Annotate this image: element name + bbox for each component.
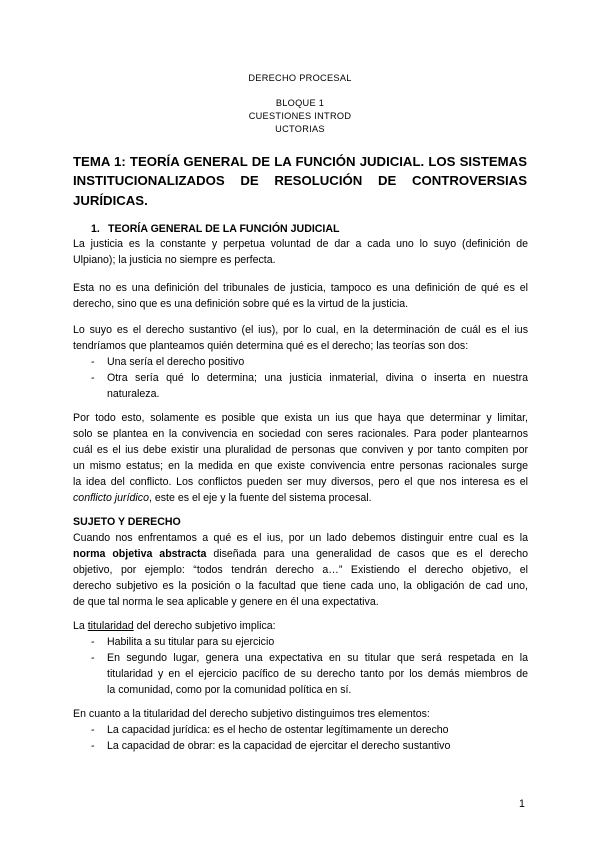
- bold-term: norma objetiva abstracta: [73, 548, 207, 560]
- paragraph-titularidad: [73, 618, 528, 698]
- text-line: La capacidad de obrar: es la capacidad de ejercitar el derecho sustantivo: [107, 740, 451, 752]
- text-line: [73, 546, 528, 562]
- text-line: cuál es el ius debe existir una pluralidad de personas que conviven y por tanto compiten por: [73, 444, 528, 456]
- list-item: [73, 650, 528, 698]
- list-item: [73, 370, 528, 402]
- text-fragment: , este es el eje y la fuente del sistema procesal.: [148, 492, 372, 504]
- paragraph-elementos: [73, 706, 528, 754]
- text-line: En cuanto a la titularidad del derecho subjetivo distinguimos tres elementos:: [73, 708, 430, 720]
- section-heading: [91, 223, 340, 235]
- text-line: La justicia es la constante y perpetua voluntad de dar a cada uno lo suyo (definición de: [73, 238, 528, 250]
- text-line: Por todo esto, solamente es posible que exista un ius que haya que determinar y limitar,: [73, 412, 528, 424]
- text-line: Ulpiano); la justicia no siempre es perfecta.: [73, 254, 276, 266]
- text-line: [73, 618, 528, 634]
- subsection-heading: SUJETO Y DERECHO: [73, 516, 181, 528]
- list-item: [73, 722, 528, 738]
- topic-title-line1: CUESTIONES INTROD: [248, 111, 352, 121]
- text-line: tendríamos que planteamos quién determina qué es el derecho; las teorías son dos:: [73, 340, 469, 352]
- dash-bullet: -: [91, 740, 95, 752]
- section-title: TEORÍA GENERAL DE LA FUNCIÓN JUDICIAL: [108, 223, 340, 235]
- text-line: solo se plantea en la convivencia en sociedad con seres racionales. Para poder plantearnos: [73, 428, 528, 440]
- list-item: [73, 634, 528, 650]
- section-sujeto-derecho: [73, 514, 528, 610]
- text-line: la comunidad, como por la comunidad política en sí.: [107, 684, 352, 696]
- text-line: titularidad y en el ejercicio pacífico de su derecho tanto por los demás miembros de: [107, 668, 528, 680]
- paragraph-lo-suyo: [73, 322, 528, 402]
- elementos-list: [73, 722, 528, 754]
- paragraph-conflicto: [73, 410, 528, 506]
- course-title: DERECHO PROCESAL: [248, 73, 352, 83]
- text-line: la idea del conflicto. Los conflictos pueden ser muy diversos, pero el que nos interesa es el: [73, 476, 528, 488]
- underlined-term: titularidad: [87, 620, 134, 632]
- text-line: Cuando nos enfrentamos a qué es el ius, por un lado debemos distinguir entre cual es la: [73, 532, 528, 544]
- text-line: Esta no es una definición del tribunales de justicia, tampoco es una definición de qué es el: [73, 282, 528, 294]
- text-fragment: diseñada para una generalidad de casos que es el derecho: [206, 548, 529, 560]
- text-line: Lo suyo es el derecho sustantivo (el ius), por lo cual, en la determinación de cuál es el ius: [73, 324, 528, 336]
- text-line: Una sería el derecho positivo: [107, 356, 245, 368]
- text-line: Otra sería qué lo determina; una justicia inmaterial, divina o inserta en nuestra: [107, 372, 528, 384]
- list-item: [73, 738, 528, 754]
- dash-bullet: -: [91, 724, 95, 736]
- paragraph-justicia: [73, 236, 528, 268]
- text-line: La capacidad jurídica: es el hecho de ostentar legítimamente un derecho: [107, 724, 449, 736]
- text-line: un mismo estatus; en la medida en que existe convivencia entre personas racionales surge: [73, 460, 528, 472]
- text-line: objetivo, por ejemplo: “todos tendrán derecho a…” Existiendo el derecho objetivo, el: [73, 564, 528, 576]
- text-line: derecho subjetivo es la posición o la facultad que tiene cada uno, la obligación de cad uno,: [73, 580, 528, 592]
- topic-title-line2: UCTORIAS: [275, 124, 325, 134]
- text-line: [73, 490, 528, 506]
- dash-bullet: -: [91, 636, 95, 648]
- titularidad-list: [73, 634, 528, 698]
- text-fragment: La: [73, 620, 88, 632]
- text-line: de que tal norma le sea aplicable y genere en él una expectativa.: [73, 596, 379, 608]
- text-fragment: del derecho subjetivo implica:: [133, 620, 276, 632]
- section-number: 1.: [91, 223, 100, 235]
- dash-bullet: -: [91, 372, 95, 384]
- teorias-list: [73, 354, 528, 402]
- text-line: En segundo lugar, genera una expectativa en su titular que será respetada en la: [107, 652, 528, 664]
- italic-term: conflicto jurídico: [73, 492, 149, 504]
- dash-bullet: -: [91, 356, 95, 368]
- page-number: 1: [519, 798, 525, 810]
- tema-heading-line: TEMA 1: TEORÍA GENERAL DE LA FUNCIÓN JUDICIAL. LOS SISTEMAS: [73, 154, 527, 169]
- paragraph-definicion: [73, 280, 528, 312]
- tema-heading-line: JURÍDICAS.: [73, 192, 148, 208]
- text-line: naturaleza.: [107, 388, 160, 400]
- text-line: Habilita a su titular para su ejercicio: [107, 636, 275, 648]
- tema-heading: [73, 152, 527, 210]
- tema-heading-line: INSTITUCIONALIZADOS DE RESOLUCIÓN DE CONTROVERSIAS: [73, 173, 527, 189]
- text-line: derecho, sino que es una definición sobre qué es la virtud de la justicia.: [73, 298, 409, 310]
- block-title: BLOQUE 1: [275, 98, 325, 108]
- dash-bullet: -: [91, 652, 95, 664]
- list-item: [73, 354, 528, 370]
